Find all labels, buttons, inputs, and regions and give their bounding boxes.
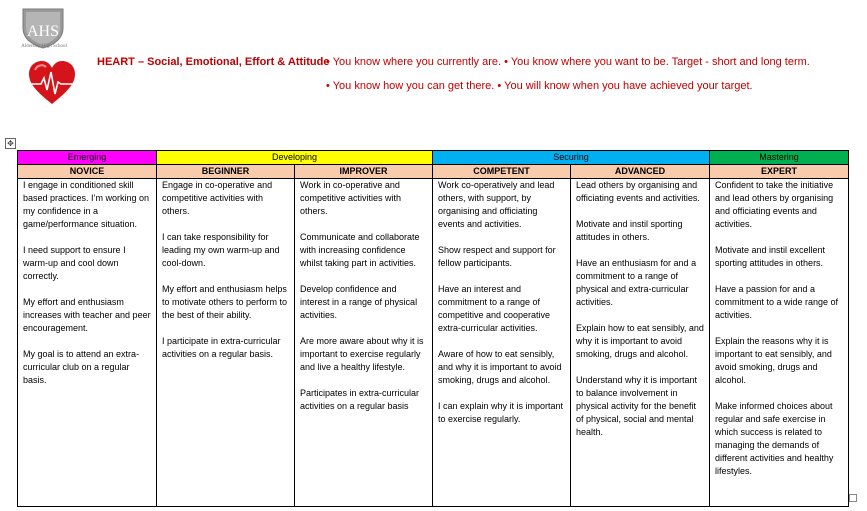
descriptor: I can explain why it is important to exercise regularly. <box>438 401 564 424</box>
cell-improver <box>295 179 433 507</box>
descriptor: Communicate and collaborate with increasing confidence whilst taking part in activities. <box>300 232 420 268</box>
descriptor: I engage in conditioned skill based practices. I’m working on my confidence in a game/performance situation. <box>23 180 150 229</box>
descriptor: Motivate and instil excellent sporting attitudes in others. <box>715 245 826 268</box>
descriptor: My effort and enthusiasm helps to motivate others to perform to the best of their ability. <box>162 284 288 320</box>
descriptor: Work in co-operative and competitive activities with others. <box>300 180 402 216</box>
heart-icon <box>27 60 77 106</box>
descriptor: Lead others by organising and officiating events and activities. <box>576 180 700 203</box>
descriptor: Confident to take the initiative and lead others by organising and officiating events and activities. <box>715 180 834 229</box>
descriptor: Have an interest and commitment to a range of competitive and cooperative extra-curricular activities. <box>438 284 551 333</box>
descriptor: Explain the reasons why it is important to eat sensibly, and avoid smoking, drugs and alcohol. <box>715 336 832 385</box>
level-beginner: BEGINNER <box>157 165 295 179</box>
target-bullets-line-1: • You know where you currently are. • You know where you want to be. Target - short and long term. <box>326 56 810 68</box>
descriptor: Have a passion for and a commitment to a wide range of activities. <box>715 284 839 320</box>
level-advanced: ADVANCED <box>571 165 710 179</box>
band-mastering: Mastering <box>710 151 849 165</box>
logo-caption: Aldersley High School <box>21 44 67 49</box>
cell-competent <box>433 179 571 507</box>
level-improver: IMPROVER <box>295 165 433 179</box>
descriptor: I need support to ensure I warm-up and cool down correctly. <box>23 245 126 281</box>
descriptor: Motivate and instil sporting attitudes in others. <box>576 219 683 242</box>
table-row <box>18 179 849 507</box>
assessment-table <box>17 150 849 507</box>
level-expert: EXPERT <box>710 165 849 179</box>
table-resize-handle[interactable] <box>849 494 857 502</box>
descriptor: I can take responsibility for leading my own warm-up and cool-down. <box>162 232 280 268</box>
descriptor: Have an enthusiasm for and a commitment to a range of physical and extra-curricular activities. <box>576 258 697 307</box>
logo-letters: AHS <box>26 23 60 40</box>
descriptor: Aware of how to eat sensibly, and why it is important to avoid smoking, drugs and alcohol. <box>438 349 562 385</box>
descriptor: My effort and enthusiasm increases with teacher and peer encouragement. <box>23 297 151 333</box>
descriptor: I participate in extra-curricular activities on a regular basis. <box>162 336 281 359</box>
descriptor: Participates in extra-curricular activities on a regular basis <box>300 388 420 411</box>
target-bullets-line-2: • You know how you can get there. • You will know when you have achieved your target. <box>326 80 753 92</box>
level-competent: COMPETENT <box>433 165 571 179</box>
band-row <box>18 151 849 165</box>
cell-novice <box>18 179 157 507</box>
band-developing: Developing <box>157 151 433 165</box>
descriptor: Show respect and support for fellow participants. <box>438 245 556 268</box>
cell-advanced <box>571 179 710 507</box>
descriptor: Are more aware about why it is important to exercise regularly and live a healthy lifestyle. <box>300 336 424 372</box>
descriptor: Work co-operatively and lead others, with support, by organising and officiating events and activities. <box>438 180 555 229</box>
table-move-handle[interactable]: ✥ <box>5 138 16 149</box>
level-novice: NOVICE <box>18 165 157 179</box>
descriptor: Develop confidence and interest in a range of physical activities. <box>300 284 418 320</box>
level-row <box>18 165 849 179</box>
descriptor: Engage in co-operative and competitive activities with others. <box>162 180 273 216</box>
page-title: HEART – Social, Emotional, Effort & Attitude <box>97 56 330 68</box>
descriptor: Make informed choices about regular and safe exercise in which success is related to managing the demands of different activities and healthy lifestyles. <box>715 401 834 476</box>
descriptor: My goal is to attend an extra-curricular club on a regular basis. <box>23 349 140 385</box>
band-securing: Securing <box>433 151 710 165</box>
cell-beginner <box>157 179 295 507</box>
descriptor: Understand why it is important to balance involvement in physical activity for the benefit of physical, social and mental health. <box>576 375 698 437</box>
cell-expert <box>710 179 849 507</box>
band-emerging: Emerging <box>18 151 157 165</box>
descriptor: Explain how to eat sensibly, and why it is important to avoid smoking, drugs and alcohol. <box>576 323 704 359</box>
